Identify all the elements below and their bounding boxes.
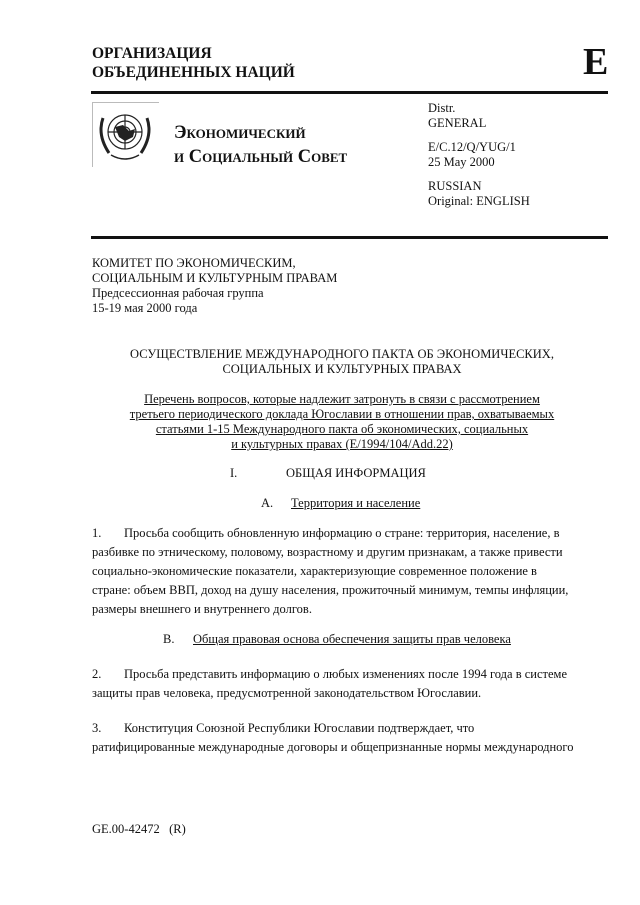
paragraph-line: стране: объем ВВП, доход на душу населения, прожиточный минимум, темпы инфляции, <box>92 583 569 597</box>
paragraph-number: 2. <box>92 667 102 681</box>
title-line-2: СОЦИАЛЬНЫХ И КУЛЬТУРНЫХ ПРАВАХ <box>222 362 462 376</box>
title-line-1: ОСУЩЕСТВЛЕНИЕ МЕЖДУНАРОДНОГО ПАКТА ОБ ЭКОНОМИЧЕСКИХ, <box>130 347 554 361</box>
language-letter: E <box>583 41 609 83</box>
session-dates: 15-19 мая 2000 года <box>92 301 198 315</box>
subtitle-line-3: статьями 1-15 Международного пакта об экономических, социальных <box>155 422 529 436</box>
un-emblem-icon <box>92 102 159 167</box>
document-date: 25 May 2000 <box>428 154 495 169</box>
original-language: Original: ENGLISH <box>428 193 530 208</box>
paragraph-line: защиты прав человека, предусмотренной законодательством Югославии. <box>92 686 482 700</box>
org-line-1: ОРГАНИЗАЦИЯ <box>92 45 212 62</box>
subtitle-line-4: и культурных правах (E/1994/104/Add.22) <box>231 437 453 451</box>
top-divider <box>91 91 608 94</box>
council-name <box>174 121 347 169</box>
header-divider <box>91 236 608 239</box>
organization-name <box>92 44 295 82</box>
org-line-2: ОБЪЕДИНЕННЫХ НАЦИЙ <box>92 64 295 81</box>
subsection-number: B. <box>163 632 175 646</box>
subsection-title: Территория и население <box>291 496 421 510</box>
subsection-number: A. <box>261 496 274 510</box>
paragraph-2 <box>92 665 592 703</box>
committee-line-1: КОМИТЕТ ПО ЭКОНОМИЧЕСКИМ, <box>92 256 296 270</box>
council-line-2: и Социальный Совет <box>174 147 348 167</box>
working-group: Предсессионная рабочая группа <box>92 286 264 300</box>
subsection-heading-b <box>163 632 511 647</box>
job-number: GE.00-42472 (R) <box>92 822 186 836</box>
document-metadata <box>428 101 530 208</box>
subsection-title: Общая правовая основа обеспечения защиты прав человека <box>193 632 511 646</box>
paragraph-1 <box>92 524 592 619</box>
paragraph-number: 3. <box>92 721 102 735</box>
document-subtitle <box>92 392 592 452</box>
paragraph-number: 1. <box>92 526 102 540</box>
paragraph-line: ратифицированные международные договоры и общепризнанные нормы международного <box>92 740 574 754</box>
document-language: RUSSIAN <box>428 179 482 193</box>
section-heading-1 <box>230 466 426 481</box>
committee-block <box>92 256 337 316</box>
subsection-heading-a <box>261 496 420 511</box>
paragraph-line: Просьба представить информацию о любых изменениях после 1994 года в системе <box>124 667 567 681</box>
paragraph-3 <box>92 719 592 757</box>
subtitle-line-1: Перечень вопросов, которые надлежит затронуть в связи с рассмотрением <box>144 392 540 406</box>
paragraph-line: размеры внешнего и внутреннего долгов. <box>92 602 312 616</box>
section-number: I. <box>230 466 238 480</box>
committee-line-2: СОЦИАЛЬНЫМ И КУЛЬТУРНЫМ ПРАВАМ <box>92 271 338 285</box>
paragraph-line: разбивке по этническому, половому, возрастному и другим признакам, а также привести <box>92 545 563 559</box>
distr-label: Distr. <box>428 101 456 115</box>
subtitle-line-2: третьего периодического доклада Югославии в отношении прав, охватываемых <box>129 407 555 421</box>
distr-value: GENERAL <box>428 115 487 130</box>
paragraph-line: Просьба сообщить обновленную информацию о стране: территория, население, в <box>124 526 560 540</box>
document-title <box>92 347 592 377</box>
paragraph-line: Конституция Союзной Республики Югославии подтверждает, что <box>124 721 475 735</box>
paragraph-line: социально-экономические показатели, характеризующие современное положение в <box>92 564 537 578</box>
document-symbol: E/C.12/Q/YUG/1 <box>428 140 516 154</box>
section-title: ОБЩАЯ ИНФОРМАЦИЯ <box>286 466 426 480</box>
council-line-1: Экономический <box>174 123 306 143</box>
